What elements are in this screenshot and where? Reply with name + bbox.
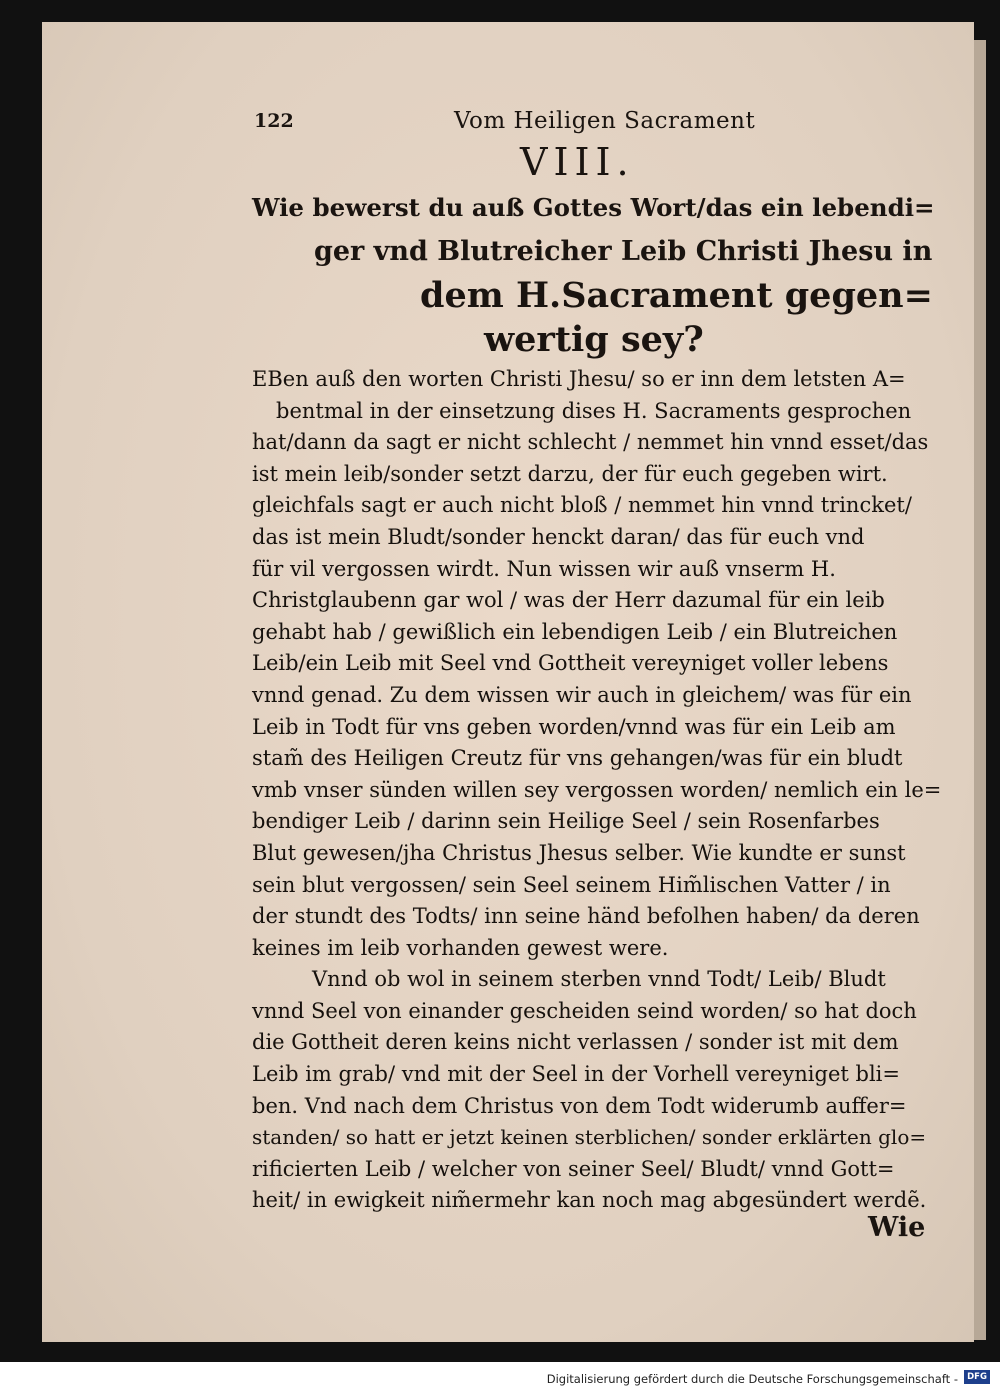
text-line: bentmal in der einsetzung dises H. Sacraments gesprochen xyxy=(276,398,912,423)
running-head xyxy=(254,108,774,142)
text-line: die Gottheit deren keins nicht verlassen / sonder ist mit dem xyxy=(252,1030,899,1055)
text-line: vnnd Seel von einander gescheiden seind worden/ so hat doch xyxy=(252,998,917,1023)
footer xyxy=(0,1362,1000,1393)
text-line: für vil vergossen wirdt. Nun wissen wir auß vnserm H. xyxy=(252,556,836,581)
text-line: ben. Vnd nach dem Christus von dem Todt widerumb auffer= xyxy=(252,1093,907,1118)
text-line: EBen auß den worten Christi Jhesu/ so er inn dem letsten A= xyxy=(252,367,906,391)
text-line: hat/dann da sagt er nicht schlecht / nemmet hin vnnd esset/das xyxy=(252,430,929,455)
text-line: heit/ in ewigkeit nim̃ermehr kan noch mag abgesündert werdẽ. xyxy=(252,1188,927,1213)
text-line: keines im leib vorhanden gewest were. xyxy=(252,935,669,960)
text-line: der stundt des Todts/ inn seine händ befolhen haben/ da deren xyxy=(252,904,920,929)
page-edge xyxy=(974,40,986,1340)
text-line: vmb vnser sünden willen sey vergossen worden/ nemlich ein le= xyxy=(252,777,942,802)
heading-line: Wie bewerst du auß Gottes Wort/das ein lebendi= xyxy=(252,193,935,222)
text-line: Blut gewesen/jha Christus Jhesus selber. Wie kundte er sunst xyxy=(252,840,906,865)
text-line: Leib in Todt für vns geben worden/vnnd was für ein Leib am xyxy=(252,714,896,739)
dfg-logo: DFG xyxy=(964,1370,990,1384)
text-line: stam̃ des Heiligen Creutz für vns gehangen/was für ein bludt xyxy=(252,746,903,771)
body-text xyxy=(252,364,942,1217)
text-line: das ist mein Bludt/sonder henckt daran/ das für euch vnd xyxy=(252,524,865,549)
text-line: Christglaubenn gar wol / was der Herr dazumal für ein leib xyxy=(252,588,885,613)
text-line: ist mein leib/sonder setzt darzu, der für euch gegeben wirt. xyxy=(252,461,888,486)
text-line: standen/ so hatt er jetzt keinen sterblichen/ sonder erklärten glo= xyxy=(252,1125,927,1150)
footer-credit: Digitalisierung gefördert durch die Deutsche Forschungsgemeinschaft - xyxy=(546,1372,958,1386)
chapter-heading xyxy=(252,186,942,362)
text-line: gleichfals sagt er auch nicht bloß / nemmet hin vnnd trincket/ xyxy=(252,493,912,518)
chapter-number: VIII. xyxy=(520,140,635,184)
text-line: sein blut vergossen/ sein Seel seinem Him̃lischen Vatter / in xyxy=(252,872,891,897)
running-head-title: Vom Heiligen Sacrament xyxy=(454,108,756,134)
folio-number: 122 xyxy=(254,110,294,132)
text-line: Leib/ein Leib mit Seel vnd Gottheit vereyniget voller lebens xyxy=(252,651,889,676)
text-line: bendiger Leib / darinn sein Heilige Seel / sein Rosenfarbes xyxy=(252,809,880,834)
heading-line: wertig sey? xyxy=(484,319,704,360)
text-line: rificierten Leib / welcher von seiner Seel/ Bludt/ vnnd Gott= xyxy=(252,1156,895,1181)
catchword: Wie xyxy=(868,1212,926,1243)
heading-line: dem H.Sacrament gegen= xyxy=(420,275,933,316)
text-line: Vnnd ob wol in seinem sterben vnnd Todt/ Leib/ Bludt xyxy=(312,967,886,992)
heading-line: ger vnd Blutreicher Leib Christi Jhesu in xyxy=(314,236,933,267)
text-line: Leib im grab/ vnd mit der Seel in der Vorhell vereyniget bli= xyxy=(252,1062,900,1087)
text-line: gehabt hab / gewißlich ein lebendigen Leib / ein Blutreichen xyxy=(252,619,898,644)
text-line: vnnd genad. Zu dem wissen wir auch in gleichem/ was für ein xyxy=(252,682,912,707)
